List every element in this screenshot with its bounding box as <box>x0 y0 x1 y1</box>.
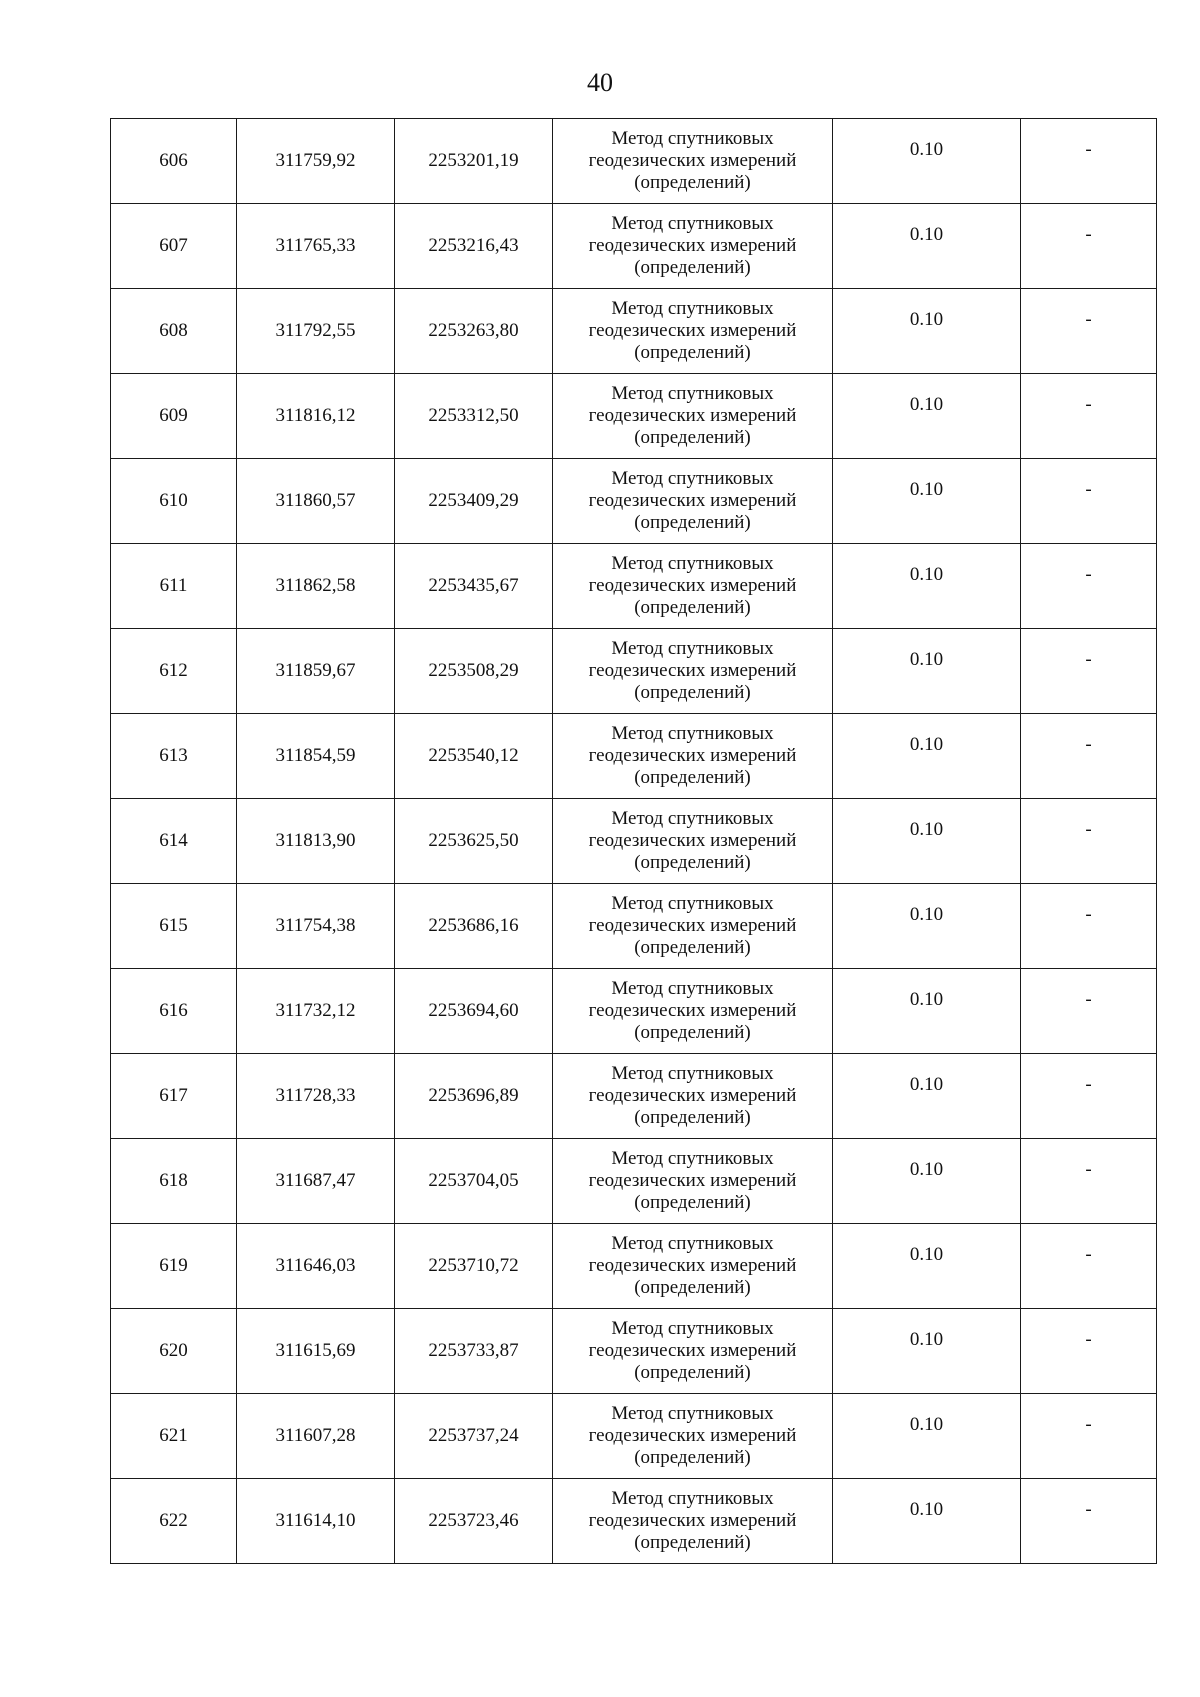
accuracy-cell: 0.10 <box>833 544 1021 629</box>
method-text-line: Метод спутниковых <box>611 1403 774 1424</box>
method-text-line: (определений) <box>634 767 751 788</box>
method-text-line: геодезических измерений <box>588 1085 797 1106</box>
table-row <box>111 204 1157 289</box>
table-row <box>111 629 1157 714</box>
description-cell: - <box>1021 799 1157 884</box>
method-text-line: Метод спутниковых <box>611 1063 774 1084</box>
description-cell: - <box>1021 374 1157 459</box>
accuracy-cell: 0.10 <box>833 884 1021 969</box>
coordinate-x-cell: 311765,33 <box>237 204 395 289</box>
description-cell: - <box>1021 1224 1157 1309</box>
point-number-cell: 620 <box>111 1309 237 1394</box>
method-text-line: (определений) <box>634 1532 751 1553</box>
point-number-cell: 610 <box>111 459 237 544</box>
description-cell: - <box>1021 969 1157 1054</box>
method-cell <box>553 714 833 799</box>
method-text-line: (определений) <box>634 1022 751 1043</box>
method-text-line: (определений) <box>634 1192 751 1213</box>
coordinate-y-cell: 2253625,50 <box>395 799 553 884</box>
accuracy-cell: 0.10 <box>833 969 1021 1054</box>
accuracy-cell: 0.10 <box>833 289 1021 374</box>
table-row <box>111 884 1157 969</box>
coordinate-x-cell: 311607,28 <box>237 1394 395 1479</box>
point-number-cell: 607 <box>111 204 237 289</box>
method-cell <box>553 374 833 459</box>
accuracy-cell: 0.10 <box>833 374 1021 459</box>
method-text-line: (определений) <box>634 1107 751 1128</box>
table-row <box>111 799 1157 884</box>
point-number-cell: 613 <box>111 714 237 799</box>
method-text-line: геодезических измерений <box>588 830 797 851</box>
description-cell: - <box>1021 119 1157 204</box>
method-cell <box>553 799 833 884</box>
method-text-line: (определений) <box>634 172 751 193</box>
coordinate-y-cell: 2253312,50 <box>395 374 553 459</box>
method-cell <box>553 1054 833 1139</box>
method-text-line: Метод спутниковых <box>611 893 774 914</box>
coordinate-x-cell: 311728,33 <box>237 1054 395 1139</box>
method-text-line: геодезических измерений <box>588 320 797 341</box>
coordinate-x-cell: 311859,67 <box>237 629 395 714</box>
method-cell <box>553 969 833 1054</box>
method-text-line: геодезических измерений <box>588 660 797 681</box>
method-text-line: (определений) <box>634 1277 751 1298</box>
method-text-line: (определений) <box>634 257 751 278</box>
table-row <box>111 714 1157 799</box>
description-cell: - <box>1021 1479 1157 1564</box>
method-text-line: геодезических измерений <box>588 1425 797 1446</box>
method-text-line: геодезических измерений <box>588 1170 797 1191</box>
coordinates-table <box>110 118 1157 1564</box>
table-row <box>111 1309 1157 1394</box>
coordinate-y-cell: 2253710,72 <box>395 1224 553 1309</box>
coordinate-y-cell: 2253263,80 <box>395 289 553 374</box>
table-row <box>111 1479 1157 1564</box>
coordinate-y-cell: 2253540,12 <box>395 714 553 799</box>
description-cell: - <box>1021 1309 1157 1394</box>
table-row <box>111 969 1157 1054</box>
method-text-line: Метод спутниковых <box>611 128 774 149</box>
method-text-line: (определений) <box>634 597 751 618</box>
method-cell <box>553 119 833 204</box>
coordinate-y-cell: 2253216,43 <box>395 204 553 289</box>
description-cell: - <box>1021 204 1157 289</box>
method-text-line: геодезических измерений <box>588 405 797 426</box>
method-text-line: Метод спутниковых <box>611 1488 774 1509</box>
coordinate-x-cell: 311816,12 <box>237 374 395 459</box>
table-row <box>111 1224 1157 1309</box>
method-text-line: (определений) <box>634 682 751 703</box>
coordinate-y-cell: 2253686,16 <box>395 884 553 969</box>
accuracy-cell: 0.10 <box>833 1394 1021 1479</box>
coordinate-y-cell: 2253435,67 <box>395 544 553 629</box>
method-text-line: геодезических измерений <box>588 1255 797 1276</box>
description-cell: - <box>1021 1054 1157 1139</box>
coordinate-y-cell: 2253704,05 <box>395 1139 553 1224</box>
method-cell <box>553 544 833 629</box>
accuracy-cell: 0.10 <box>833 629 1021 714</box>
method-text-line: (определений) <box>634 937 751 958</box>
table-row <box>111 1394 1157 1479</box>
method-text-line: Метод спутниковых <box>611 383 774 404</box>
method-text-line: Метод спутниковых <box>611 468 774 489</box>
table-row <box>111 1139 1157 1224</box>
accuracy-cell: 0.10 <box>833 1224 1021 1309</box>
method-text-line: геодезических измерений <box>588 575 797 596</box>
method-cell <box>553 459 833 544</box>
method-text-line: Метод спутниковых <box>611 808 774 829</box>
coordinate-x-cell: 311615,69 <box>237 1309 395 1394</box>
table-row <box>111 1054 1157 1139</box>
method-text-line: геодезических измерений <box>588 1510 797 1531</box>
coordinate-x-cell: 311792,55 <box>237 289 395 374</box>
method-cell <box>553 1309 833 1394</box>
method-text-line: Метод спутниковых <box>611 638 774 659</box>
table-row <box>111 374 1157 459</box>
coordinate-x-cell: 311759,92 <box>237 119 395 204</box>
point-number-cell: 609 <box>111 374 237 459</box>
table-row <box>111 459 1157 544</box>
method-text-line: геодезических измерений <box>588 490 797 511</box>
method-cell <box>553 1479 833 1564</box>
method-text-line: геодезических измерений <box>588 235 797 256</box>
method-cell <box>553 884 833 969</box>
point-number-cell: 619 <box>111 1224 237 1309</box>
accuracy-cell: 0.10 <box>833 459 1021 544</box>
coordinate-x-cell: 311854,59 <box>237 714 395 799</box>
coordinate-y-cell: 2253723,46 <box>395 1479 553 1564</box>
accuracy-cell: 0.10 <box>833 1309 1021 1394</box>
coordinate-y-cell: 2253508,29 <box>395 629 553 714</box>
method-text-line: Метод спутниковых <box>611 723 774 744</box>
coordinate-y-cell: 2253696,89 <box>395 1054 553 1139</box>
accuracy-cell: 0.10 <box>833 1479 1021 1564</box>
method-text-line: Метод спутниковых <box>611 1148 774 1169</box>
point-number-cell: 614 <box>111 799 237 884</box>
description-cell: - <box>1021 884 1157 969</box>
point-number-cell: 608 <box>111 289 237 374</box>
coordinate-x-cell: 311687,47 <box>237 1139 395 1224</box>
point-number-cell: 612 <box>111 629 237 714</box>
method-text-line: геодезических измерений <box>588 1000 797 1021</box>
coordinate-x-cell: 311614,10 <box>237 1479 395 1564</box>
method-text-line: Метод спутниковых <box>611 1318 774 1339</box>
coordinate-y-cell: 2253201,19 <box>395 119 553 204</box>
coordinate-y-cell: 2253733,87 <box>395 1309 553 1394</box>
description-cell: - <box>1021 1139 1157 1224</box>
method-text-line: геодезических измерений <box>588 150 797 171</box>
method-text-line: геодезических измерений <box>588 915 797 936</box>
method-cell <box>553 204 833 289</box>
point-number-cell: 616 <box>111 969 237 1054</box>
method-cell <box>553 629 833 714</box>
point-number-cell: 618 <box>111 1139 237 1224</box>
method-text-line: Метод спутниковых <box>611 1233 774 1254</box>
method-text-line: геодезических измерений <box>588 745 797 766</box>
method-cell <box>553 1224 833 1309</box>
description-cell: - <box>1021 459 1157 544</box>
method-text-line: (определений) <box>634 342 751 363</box>
method-cell <box>553 1394 833 1479</box>
description-cell: - <box>1021 714 1157 799</box>
description-cell: - <box>1021 544 1157 629</box>
table-row <box>111 544 1157 629</box>
accuracy-cell: 0.10 <box>833 799 1021 884</box>
method-cell <box>553 289 833 374</box>
accuracy-cell: 0.10 <box>833 1054 1021 1139</box>
method-text-line: (определений) <box>634 1447 751 1468</box>
coordinate-y-cell: 2253694,60 <box>395 969 553 1054</box>
coordinate-y-cell: 2253409,29 <box>395 459 553 544</box>
description-cell: - <box>1021 289 1157 374</box>
method-text-line: Метод спутниковых <box>611 213 774 234</box>
description-cell: - <box>1021 629 1157 714</box>
method-text-line: (определений) <box>634 852 751 873</box>
method-text-line: (определений) <box>634 512 751 533</box>
method-text-line: Метод спутниковых <box>611 553 774 574</box>
method-text-line: (определений) <box>634 1362 751 1383</box>
page-number: 40 <box>587 68 613 97</box>
method-text-line: геодезических измерений <box>588 1340 797 1361</box>
method-text-line: (определений) <box>634 427 751 448</box>
coordinate-x-cell: 311862,58 <box>237 544 395 629</box>
table-row <box>111 119 1157 204</box>
coordinate-x-cell: 311732,12 <box>237 969 395 1054</box>
point-number-cell: 617 <box>111 1054 237 1139</box>
table-row <box>111 289 1157 374</box>
point-number-cell: 615 <box>111 884 237 969</box>
coordinate-y-cell: 2253737,24 <box>395 1394 553 1479</box>
point-number-cell: 611 <box>111 544 237 629</box>
accuracy-cell: 0.10 <box>833 714 1021 799</box>
point-number-cell: 621 <box>111 1394 237 1479</box>
accuracy-cell: 0.10 <box>833 1139 1021 1224</box>
method-cell <box>553 1139 833 1224</box>
coordinate-x-cell: 311754,38 <box>237 884 395 969</box>
description-cell: - <box>1021 1394 1157 1479</box>
coordinate-x-cell: 311646,03 <box>237 1224 395 1309</box>
coordinate-x-cell: 311813,90 <box>237 799 395 884</box>
point-number-cell: 606 <box>111 119 237 204</box>
coordinates-table-body <box>111 119 1157 1564</box>
accuracy-cell: 0.10 <box>833 119 1021 204</box>
method-text-line: Метод спутниковых <box>611 298 774 319</box>
accuracy-cell: 0.10 <box>833 204 1021 289</box>
coordinate-x-cell: 311860,57 <box>237 459 395 544</box>
method-text-line: Метод спутниковых <box>611 978 774 999</box>
point-number-cell: 622 <box>111 1479 237 1564</box>
